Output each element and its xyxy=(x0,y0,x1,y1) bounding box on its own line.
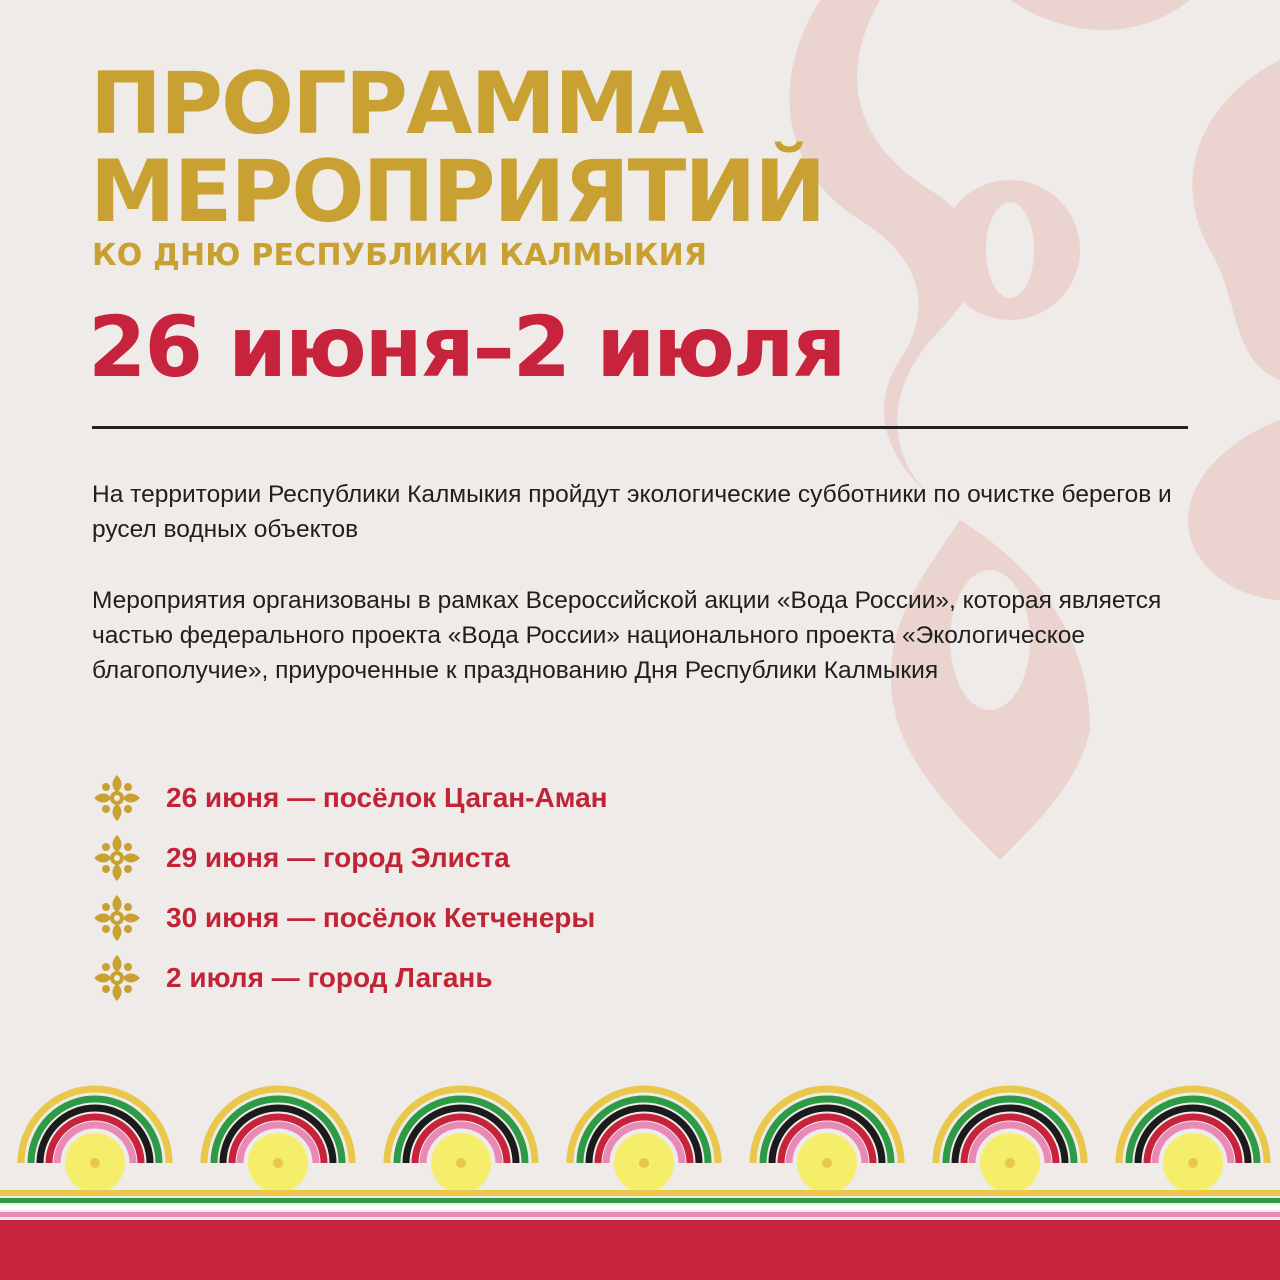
ornament-band xyxy=(0,1220,1280,1280)
event-item xyxy=(92,768,608,828)
ornament-band xyxy=(0,1198,1280,1203)
details-paragraph: Мероприятия организованы в рамках Всероссийской акции «Вода России», которая является частью федерального проекта «Вода России» национального проекта «Экологическое благополучие», приуроченные к празднованию Дня Республики Калмыкия xyxy=(92,587,1162,684)
lotus-ornament-icon xyxy=(92,833,142,883)
lotus-ornament-icon xyxy=(92,893,142,943)
event-text: 2 июля — город Лагань xyxy=(166,962,493,993)
ornament-dot xyxy=(90,1158,100,1168)
event-item xyxy=(92,888,608,948)
title-line-1: ПРОГРАММА xyxy=(90,54,703,154)
events-list xyxy=(92,768,608,1008)
date-range: 26 июня–2 июля xyxy=(88,298,845,396)
subtitle: КО ДНЮ РЕСПУБЛИКИ КАЛМЫКИЯ xyxy=(92,238,708,273)
lotus-ornament-icon xyxy=(92,953,142,1003)
ornament-band xyxy=(0,1190,1280,1196)
ornament-dot xyxy=(639,1158,649,1168)
divider xyxy=(92,426,1188,429)
event-text: 30 июня — посёлок Кетченеры xyxy=(166,902,596,933)
bottom-ornament-border xyxy=(0,1080,1280,1280)
lotus-ornament-icon xyxy=(92,773,142,823)
ornament-band xyxy=(0,1205,1280,1210)
ornament-dot xyxy=(1005,1158,1015,1168)
ornament-dot xyxy=(273,1158,283,1168)
ornament-band xyxy=(0,1212,1280,1217)
ornament-dot xyxy=(456,1158,466,1168)
event-item xyxy=(92,948,608,1008)
intro-paragraph: На территории Республики Калмыкия пройдут экологические субботники по очистке берегов и русел водных объектов xyxy=(92,481,1172,543)
event-text: 26 июня — посёлок Цаган-Аман xyxy=(166,782,608,813)
ornament-dot xyxy=(1188,1158,1198,1168)
event-text: 29 июня — город Элиста xyxy=(166,842,510,873)
event-item xyxy=(92,828,608,888)
title-line-2: МЕРОПРИЯТИЙ xyxy=(90,142,825,242)
ornament-dot xyxy=(822,1158,832,1168)
